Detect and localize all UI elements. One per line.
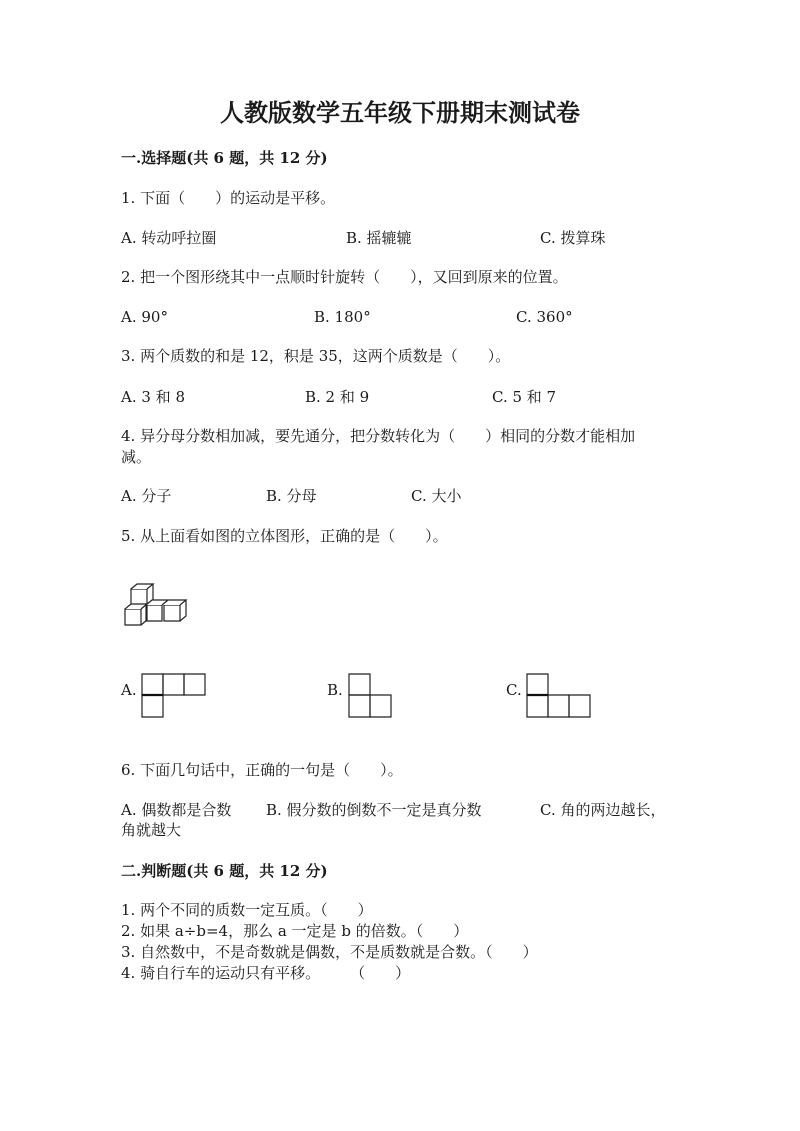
question-2-option-c: C. 360° (516, 308, 573, 326)
question-6-option-b: B. 假分数的倒数不一定是真分数 (266, 801, 482, 819)
question-1-option-b: B. 摇辘辘 (346, 229, 412, 247)
option-a-top-view-figure (141, 673, 207, 719)
question-6-option-c-line1: C. 角的两边越长， (540, 801, 666, 819)
option-a-square-4 (142, 695, 163, 717)
question-4-option-c: C. 大小 (411, 487, 462, 505)
judgement-item-4: 4. 骑自行车的运动只有平移。 （ ） (121, 964, 411, 982)
question-4-option-b: B. 分母 (266, 487, 317, 505)
question-5-option-c-label: C. (506, 681, 522, 699)
option-c-square-2 (527, 695, 548, 717)
question-5-option-a-label: A. (121, 681, 137, 699)
question-1-option-c: C. 拨算珠 (540, 229, 606, 247)
question-2-stem: 2. 把一个图形绕其中一点顺时针旋转（ ），又回到原来的位置。 (121, 268, 568, 286)
question-4-stem-line2: 减。 (121, 448, 152, 466)
cube-bottom-row-top (146, 600, 186, 605)
option-a-square-3 (184, 674, 205, 695)
question-5-option-b-label: B. (327, 681, 343, 699)
cube-solid-figure (122, 583, 188, 629)
option-c-square-3 (548, 695, 569, 717)
page-title: 人教版数学五年级下册期末测试卷 (220, 98, 580, 127)
question-4-stem-line1: 4. 异分母分数相加减，要先通分，把分数转化为（ ）相同的分数才能相加 (121, 427, 636, 445)
option-c-square-4 (569, 695, 590, 717)
question-3-option-c: C. 5 和 7 (492, 388, 557, 406)
option-b-square-2 (349, 695, 370, 717)
cube-bottom-3 (164, 605, 180, 621)
option-b-square-3 (370, 695, 391, 717)
question-3-option-b: B. 2 和 9 (305, 388, 370, 406)
option-a-square-1 (142, 674, 163, 695)
judgement-item-1: 1. 两个不同的质数一定互质。（ ） (121, 901, 373, 919)
judgement-item-3: 3. 自然数中，不是奇数就是偶数，不是质数就是合数。（ ） (121, 943, 538, 961)
question-3-option-a: A. 3 和 8 (121, 388, 185, 406)
cube-bottom-2 (146, 605, 162, 621)
option-b-square-1 (349, 674, 370, 695)
option-c-top-view-figure (526, 673, 592, 719)
judgement-item-2: 2. 如果 a÷b=4，那么 a 一定是 b 的倍数。（ ） (121, 922, 469, 940)
option-c-square-1 (527, 674, 548, 695)
cube-bottom-1-top (125, 604, 147, 609)
cube-bottom-1 (125, 609, 141, 625)
option-b-top-view-figure (348, 673, 394, 719)
option-a-square-2 (163, 674, 184, 695)
question-1-option-a: A. 转动呼拉圈 (121, 229, 217, 247)
question-1-stem: 1. 下面（ ）的运动是平移。 (121, 189, 336, 207)
question-5-stem: 5. 从上面看如图的立体图形，正确的是（ ）。 (121, 527, 448, 545)
cube-top-front (131, 589, 147, 605)
question-4-option-a: A. 分子 (121, 487, 172, 505)
question-6-option-a: A. 偶数都是合数 (121, 801, 232, 819)
question-2-option-b: B. 180° (314, 308, 371, 326)
section-heading-judgement: 二.判断题(共 6 题，共 12 分) (121, 862, 328, 880)
section-heading-choice: 一.选择题(共 6 题，共 12 分) (121, 149, 328, 167)
question-6-stem: 6. 下面几句话中，正确的一句是（ ）。 (121, 761, 403, 779)
question-6-option-c-line2: 角就越大 (121, 821, 182, 839)
question-3-stem: 3. 两个质数的和是 12，积是 35，这两个质数是（ ）。 (121, 347, 511, 365)
question-2-option-a: A. 90° (121, 308, 168, 326)
cube-top-upper (131, 584, 153, 589)
